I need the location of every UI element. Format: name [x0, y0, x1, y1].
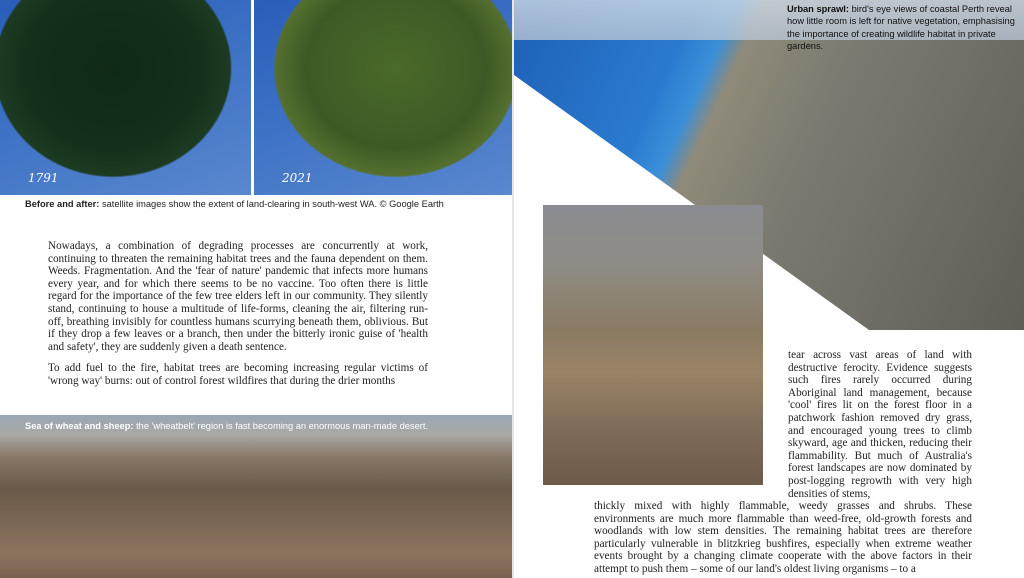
satellite-image-1791 — [0, 0, 251, 195]
right-page — [514, 0, 1024, 578]
right-body-text-narrow: tear across vast areas of land with destructive ferocity. Evidence suggests such fires rarely occurred during Aboriginal land management, because 'cool' fires lit on the forest floor in a patchwork fashion removed dry grass, and encouraged young trees to climb skyward, age and thicken, reducing their flammability. But much of Australia's forest landscapes are now dominated by post-logging regrowth with very high densities of stems, — [788, 349, 972, 500]
before-after-caption — [25, 199, 495, 209]
satellite-year-label-2021: 2021 — [282, 171, 313, 185]
suburb-aerial-photo — [543, 205, 763, 485]
wheatbelt-caption-text: the 'wheatbelt' region is fast becoming an enormous man-made desert. — [133, 421, 428, 431]
urban-sprawl-caption-text: bird's eye views of coastal Perth reveal how little room is left for native vegetation, emphasising the importance of creating wildlife habitat in private gardens. — [787, 4, 1015, 51]
before-after-caption-text: satellite images show the extent of land-clearing in south-west WA. © Google Earth — [99, 199, 444, 209]
body-paragraph: To add fuel to the fire, habitat trees are becoming increasing regular victims of 'wrong way' burns: out of control forest wildfires that during the drier months — [48, 362, 428, 387]
satellite-image-2021 — [254, 0, 512, 195]
satellite-year-label-1791: 1791 — [28, 171, 59, 185]
left-body-text — [48, 240, 428, 397]
urban-sprawl-caption — [787, 3, 1023, 52]
urban-sprawl-caption-title: Urban sprawl: — [787, 4, 849, 14]
wheatbelt-photo — [0, 415, 512, 578]
right-body-text-wide: thickly mixed with highly flammable, weedy grasses and shrubs. These environments are much more flammable than weed-free, old-growth forests and woodlands with low stem densities. The remaining habitat trees are therefore particularly vulnerable in blitzkrieg bushfires, especially when extreme weather events brought by a changing climate cooperate with the above factors in their attempt to push them – some of our land's oldest living organisms – to a — [594, 500, 972, 575]
wheatbelt-caption-title: Sea of wheat and sheep: — [25, 421, 134, 431]
before-after-caption-title: Before and after: — [25, 199, 100, 209]
body-paragraph: Nowadays, a combination of degrading processes are concurrently at work, continuing to threaten the remaining habitat trees and the fauna dependent on them. Weeds. Fragmentation. And the 'fear of nature' pandemic that infects more humans every year, and for which there seems to be no vaccine. Too often there is little regard for the importance of the few tree elders left in our community. They silently stand, continuing to house a multitude of life-forms, cleaning the air, filtering run-off, breathing invisibly for countless humans scurrying beneath them, oblivious. But if they drop a few leaves or a branch, then under the bitterly ironic guise of 'health and safety', they are suddenly given a death sentence. — [48, 240, 428, 353]
wheatbelt-caption — [25, 421, 428, 431]
